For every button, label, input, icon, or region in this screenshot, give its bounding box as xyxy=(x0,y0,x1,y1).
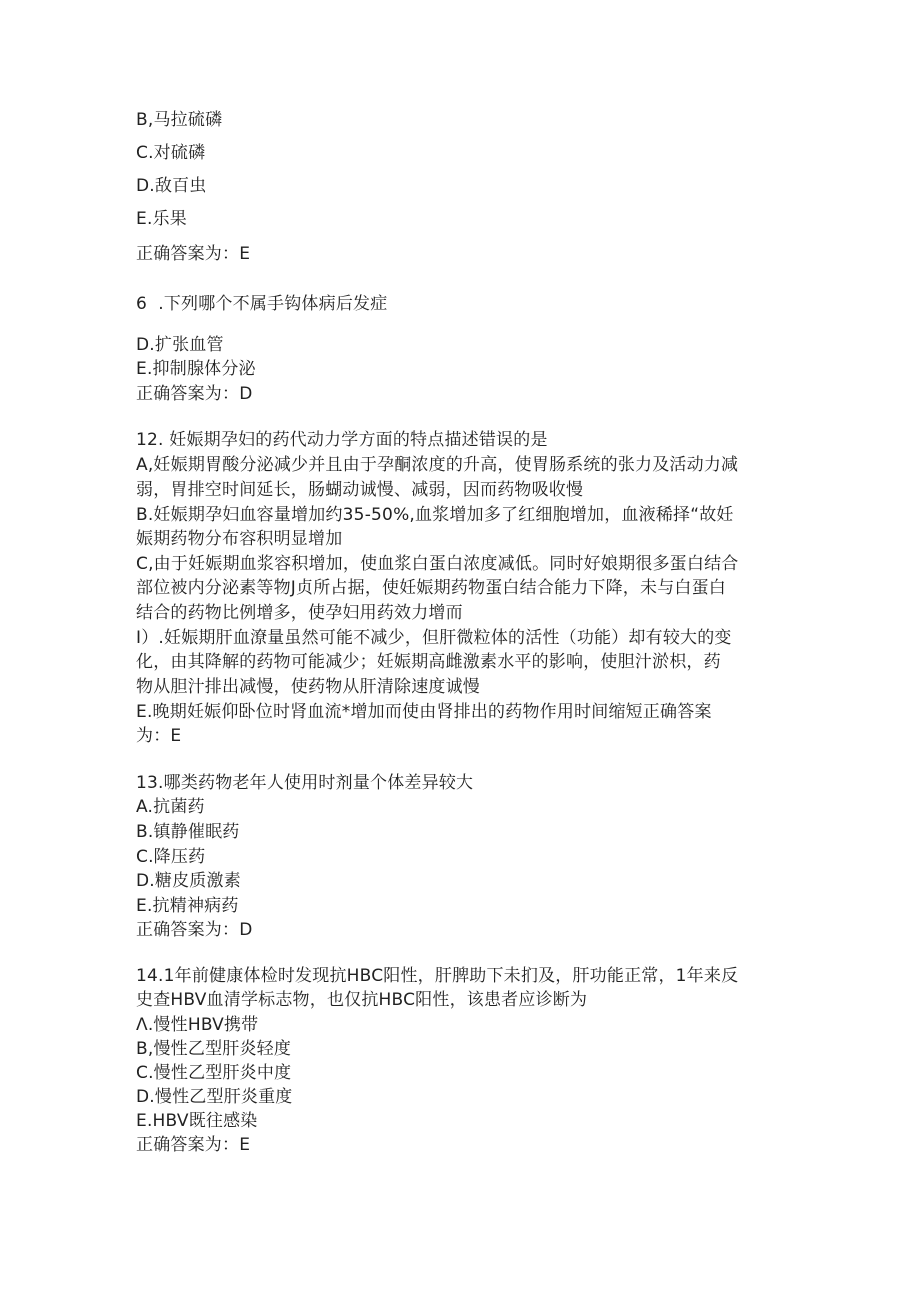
question-12: 12. 妊娠期孕妇的药代动力学方面的特点描述错误的是 xyxy=(136,430,548,450)
option-b-cont: 娠期药物分布容积明显增加 xyxy=(136,529,343,549)
option-e: E.晚期妊娠仰卧位时肾血流*增加而使由肾排出的药物作用时间缩短正确答案 xyxy=(136,702,712,722)
option-a: A,妊娠期胃酸分泌减少并且由于孕酮浓度的升高，使胃肠系统的张力及活动力减 xyxy=(136,455,739,475)
option-a: Λ.慢性HBV携带 xyxy=(136,1015,259,1035)
option-d: D.敌百虫 xyxy=(136,176,207,196)
answer-line: 正确答案为：E xyxy=(136,244,251,264)
question-6: 6 .下列哪个不属手钩体病后发症 xyxy=(136,294,388,314)
option-a-cont: 弱，胃排空时间延长，肠蝴动诚慢、减弱，因而药物吸收慢 xyxy=(136,480,584,500)
option-c: C,由于妊娠期血浆容积增加，使血浆白蛋白浓度减低。同时好娘期很多蛋白结合 xyxy=(136,554,739,574)
option-d: D.扩张血管 xyxy=(136,335,224,355)
option-c: C.慢性乙型肝炎中度 xyxy=(136,1063,292,1083)
answer-line: 正确答案为：D xyxy=(136,920,253,940)
question-13: 13.哪类药物老年人使用时剂量个体差异较大 xyxy=(136,773,474,793)
option-d: I）.妊娠期肝血潦量虽然可能不减少，但肝微粒体的活性（功能）却有较大的变 xyxy=(136,628,732,648)
option-d: D.糖皮质激素 xyxy=(136,871,241,891)
option-d: D.慢性乙型肝炎重度 xyxy=(136,1087,293,1107)
option-a: A.抗菌药 xyxy=(136,797,205,817)
option-c-cont: 部位被内分泌素等物J贞所占据，使妊娠期药物蛋白结合能力下降，未与白蛋白 xyxy=(136,578,727,598)
question-14-cont: 史查HBV血清学标志物，也仅抗HBC阳性，该患者应诊断为 xyxy=(136,990,588,1010)
option-e: E.抗精神病药 xyxy=(136,896,239,916)
option-e: E.乐果 xyxy=(136,209,187,229)
option-d-cont: 化，由其降解的药物可能减少；妊娠期高雌激素水平的影响，使胆汁淤枳，药 xyxy=(136,652,721,672)
option-c-cont: 结合的药物比例增多，使孕妇用药效力增而 xyxy=(136,603,463,623)
option-c: C.降压药 xyxy=(136,847,206,867)
option-b: B.妊娠期孕妇血容量增加约35-50%,血浆增加多了红细胞增加，血液稀择“故妊 xyxy=(136,505,734,525)
answer-line: 为：E xyxy=(136,726,182,746)
option-b: B,马拉硫磷 xyxy=(136,110,223,130)
answer-line: 正确答案为：E xyxy=(136,1135,251,1155)
option-b: B,慢性乙型肝炎轻度 xyxy=(136,1039,292,1059)
option-b: B.镇静催眠药 xyxy=(136,822,240,842)
option-c: C.对硫磷 xyxy=(136,143,206,163)
option-d-cont: 物从胆汁排出减慢，使药物从肝清除速度诚慢 xyxy=(136,677,480,697)
answer-line: 正确答案为：D xyxy=(136,384,253,404)
option-e: E.HBV既往感染 xyxy=(136,1111,258,1131)
option-e: E.抑制腺体分泌 xyxy=(136,359,256,379)
question-14: 14.1年前健康体检时发现抗HBC阳性，肝脾助下未扪及，肝功能正常，1年来反 xyxy=(136,966,739,986)
